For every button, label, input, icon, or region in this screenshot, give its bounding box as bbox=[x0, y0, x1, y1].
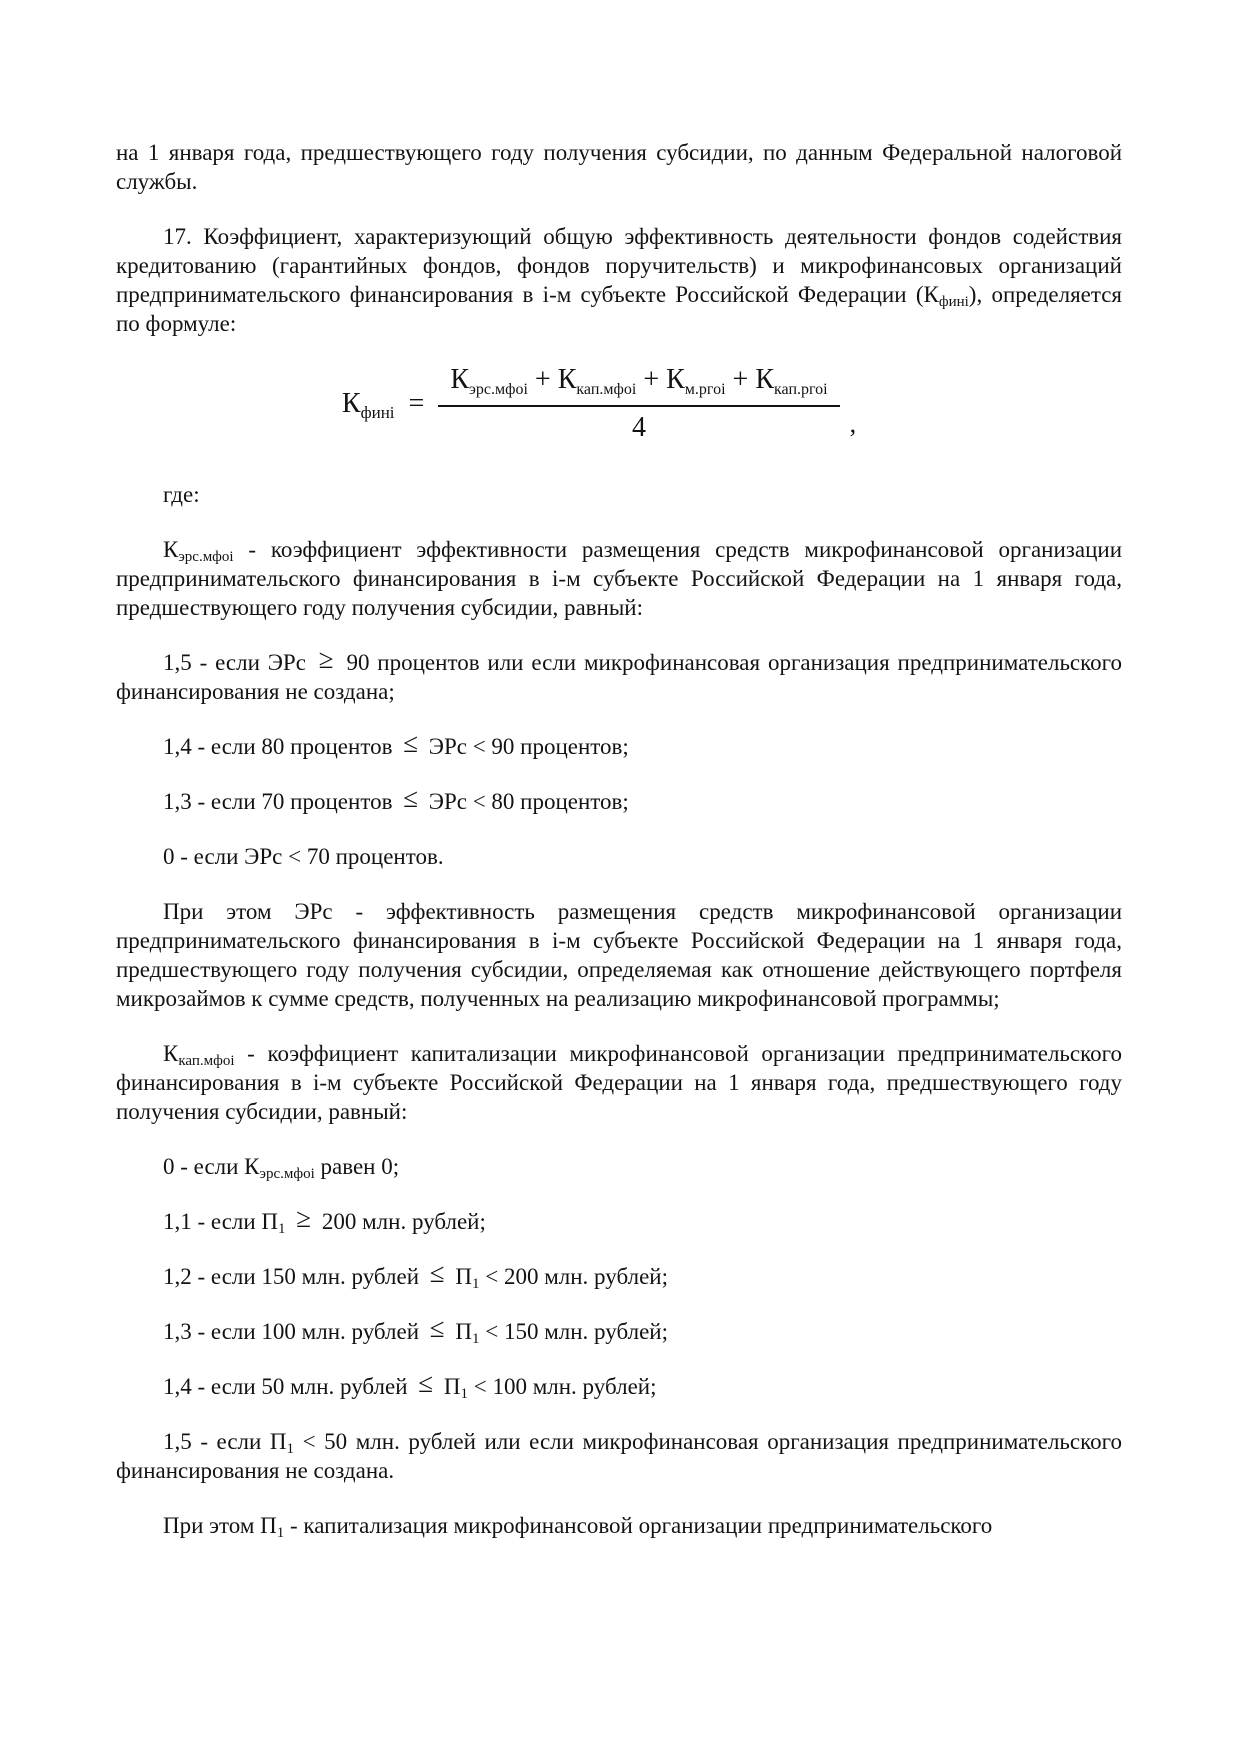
numerator-term-4 bbox=[755, 364, 828, 398]
text-run: - капитализация микрофинансовой организации предпринимательского bbox=[284, 1513, 993, 1538]
term-subscript: кап.мфоi bbox=[576, 381, 637, 398]
formula-lhs-base: К bbox=[341, 388, 361, 419]
term-base: К bbox=[557, 364, 577, 395]
subscript-text: эрс.мфоi bbox=[178, 549, 234, 565]
subscript-text: 1 bbox=[460, 1386, 468, 1402]
para-def-k-kap-mfo bbox=[116, 1039, 1122, 1126]
text-run: < 200 млн. рублей; bbox=[479, 1264, 668, 1289]
subscript-text: 1 bbox=[278, 1221, 286, 1237]
para-value-0-ers bbox=[116, 842, 1122, 871]
text-run: равен 0; bbox=[314, 1154, 400, 1179]
text-run: 1,1 - если П bbox=[163, 1209, 279, 1234]
text-run: на 1 января года, предшествующего году получения субсидии, по данным Федеральной налоговой службы. bbox=[116, 140, 1122, 194]
post-formula-section bbox=[116, 480, 1122, 1540]
para-value-1-4-ers bbox=[116, 728, 1122, 761]
subscript-text: 1 bbox=[276, 1525, 285, 1541]
formula-lhs-subscript: финi bbox=[360, 403, 395, 422]
text-run: где: bbox=[163, 482, 200, 507]
math-symbol: ≤ bbox=[429, 1313, 445, 1343]
equals-sign: = bbox=[408, 388, 425, 419]
text-run: < 50 млн. рублей или если микрофинансовая организация предпринимательского финансирования не создана. bbox=[116, 1429, 1123, 1483]
term-base: К bbox=[755, 364, 775, 395]
subscript-text: 1 bbox=[472, 1331, 480, 1347]
fraction-denominator: 4 bbox=[631, 412, 646, 443]
formula-trailing-comma: , bbox=[849, 409, 857, 438]
text-run: 1,5 - если ЭРс bbox=[163, 650, 314, 675]
para-tail-previous-page bbox=[116, 138, 1122, 196]
term-base: К bbox=[666, 364, 685, 395]
text-run: 1,2 - если 150 млн. рублей bbox=[163, 1264, 425, 1289]
math-symbol: ≤ bbox=[418, 1368, 434, 1398]
para-value-1-5-ers bbox=[116, 644, 1123, 706]
text-run: 0 - если ЭРс < 70 процентов. bbox=[163, 844, 444, 869]
formula-k-fini bbox=[116, 364, 1082, 444]
text-run: 17. Коэффициент, характеризующий общую эффективность деятельности фондов содействия кредитованию (гарантийных фондов, фондов поручительств) и микрофинансовых организаций предпринимательского финансирования в i-м субъекте Российской Федерации (К bbox=[116, 224, 1122, 307]
subscript-text: 1 bbox=[472, 1276, 480, 1292]
text-run: К bbox=[163, 537, 179, 562]
term-subscript: эрс.мфоi bbox=[469, 381, 528, 398]
para-value-1-1-p1 bbox=[116, 1203, 1122, 1237]
para-value-1-2-p1 bbox=[116, 1258, 1122, 1292]
formula-fraction bbox=[438, 364, 839, 444]
para-point-17 bbox=[116, 222, 1122, 338]
para-p1-definition bbox=[116, 1511, 1122, 1540]
math-symbol: ≤ bbox=[429, 1258, 445, 1288]
numerator-term-3 bbox=[666, 364, 726, 398]
text-run: ЭРс < 90 процентов; bbox=[423, 734, 629, 759]
plus-sign: + bbox=[534, 364, 551, 395]
plus-sign: + bbox=[732, 364, 749, 395]
para-value-1-4-p1 bbox=[116, 1368, 1122, 1402]
text-run: При этом П bbox=[163, 1513, 277, 1538]
math-symbol: ≥ bbox=[318, 644, 334, 674]
text-run: ), определяется по формуле: bbox=[116, 282, 1122, 336]
para-value-1-3-p1 bbox=[116, 1313, 1122, 1347]
math-symbol: ≥ bbox=[296, 1203, 312, 1233]
text-run: При этом ЭРс - эффективность размещения средств микрофинансовой организации предпринимательского финансирования в i-м субъекте Российской Федерации на 1 января года, предшествующего году получения субсидии, определяемая как отношение действующего портфеля микрозаймов к сумме средств, полученных на реализацию микрофинансовой программы; bbox=[116, 899, 1122, 1011]
plus-sign: + bbox=[643, 364, 660, 395]
text-run: ЭРс < 80 процентов; bbox=[423, 789, 629, 814]
para-def-k-ers-mfo bbox=[116, 535, 1122, 622]
para-gde bbox=[116, 480, 1122, 509]
subscript-text: финi bbox=[938, 294, 969, 310]
text-run: 90 процентов или если микрофинансовая организация предпринимательского финансирования не создана; bbox=[116, 650, 1123, 704]
subscript-text: кап.мфоi bbox=[178, 1053, 235, 1069]
text-run: < 100 млн. рублей; bbox=[468, 1374, 657, 1399]
subscript-text: 1 bbox=[286, 1441, 295, 1457]
numerator-term-2 bbox=[557, 364, 637, 398]
text-run: - коэффициент капитализации микрофинансовой организации предпринимательского финансирования в i-м субъекте Российской Федерации на 1 января года, предшествующего году получения субсидии, равный: bbox=[116, 1041, 1122, 1124]
para-value-0-kap bbox=[116, 1152, 1122, 1181]
text-run: 1,4 - если 50 млн. рублей bbox=[163, 1374, 414, 1399]
text-run: - коэффициент эффективности размещения средств микрофинансовой организации предпринимательского финансирования в i-м субъекте Российской Федерации на 1 января года, предшествующего году получения субсидии, равный: bbox=[116, 537, 1122, 620]
text-run: П bbox=[449, 1319, 472, 1344]
text-run: 1,3 - если 70 процентов bbox=[163, 789, 399, 814]
para-value-1-3-ers bbox=[116, 783, 1122, 816]
term-base: К bbox=[450, 364, 469, 395]
pre-formula-section bbox=[116, 138, 1122, 338]
text-run: 0 - если К bbox=[163, 1154, 260, 1179]
text-run: 1,5 - если П bbox=[163, 1429, 287, 1454]
text-run: 1,4 - если 80 процентов bbox=[163, 734, 399, 759]
formula-lhs bbox=[342, 388, 395, 420]
subscript-text: эрс.мфоi bbox=[259, 1166, 315, 1182]
text-run: 200 млн. рублей; bbox=[316, 1209, 486, 1234]
math-symbol: ≤ bbox=[403, 728, 419, 758]
document-content bbox=[116, 138, 1122, 1540]
text-run: 1,3 - если 100 млн. рублей bbox=[163, 1319, 425, 1344]
numerator-term-1 bbox=[450, 364, 528, 398]
para-value-1-5-p1 bbox=[116, 1427, 1122, 1485]
fraction-numerator bbox=[438, 364, 839, 407]
text-run: П bbox=[438, 1374, 461, 1399]
math-symbol: ≤ bbox=[403, 783, 419, 813]
text-run: П bbox=[449, 1264, 472, 1289]
term-subscript: м.ргоi bbox=[684, 381, 726, 398]
term-subscript: кап.ргоi bbox=[774, 381, 828, 398]
para-ers-definition bbox=[116, 897, 1122, 1013]
text-run: К bbox=[163, 1041, 179, 1066]
text-run: < 150 млн. рублей; bbox=[479, 1319, 668, 1344]
